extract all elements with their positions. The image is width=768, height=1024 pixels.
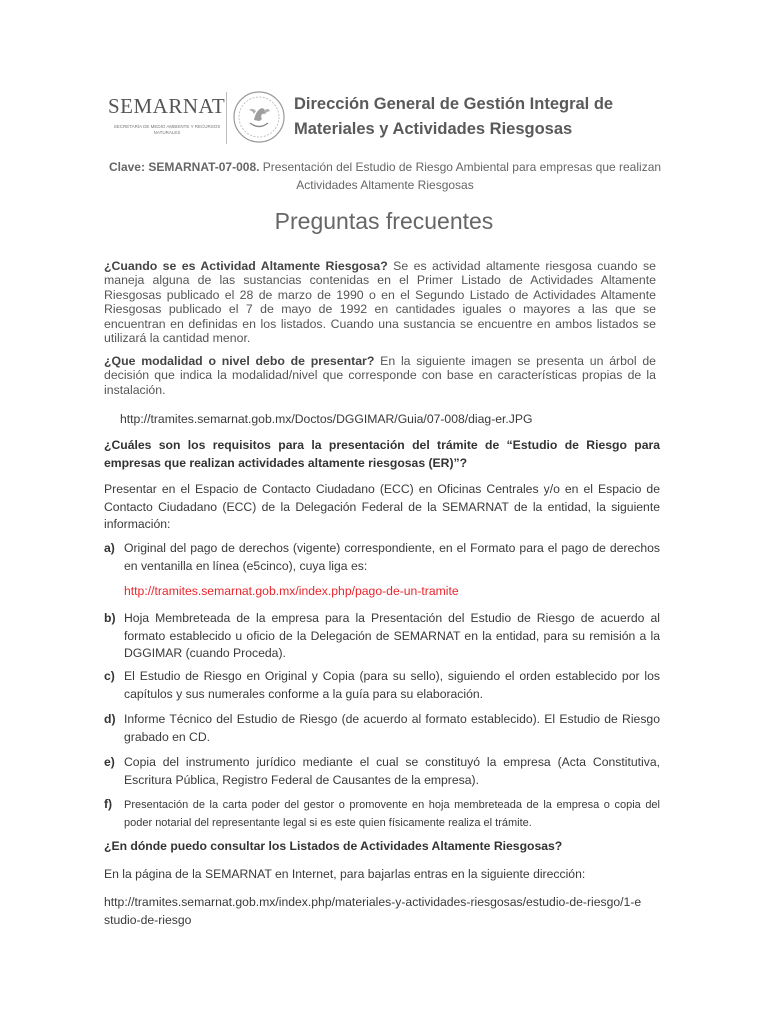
item-text: Hoja Membreteada de la empresa para la Presentación del Estudio de Riesgo de acuerdo al formato establecido u oficio de la Delegación de SEMARNAT en la entidad, para su remisión a la DGGIMAR (cuando Proceda).: [124, 611, 660, 660]
item-text: Original del pago de derechos (vigente) correspondiente, en el Formato para el pago de derechos en ventanilla en línea (e5cinco), cuya liga es:: [124, 541, 660, 573]
clave-label: Clave:: [108, 160, 145, 174]
item-text: Informe Técnico del Estudio de Riesgo (de acuerdo al formato establecido). El Estudio de Riesgo grabado en CD.: [124, 712, 660, 744]
faq-answer-1-text: Se es actividad altamente riesgosa cuando se maneja alguna de las sustancias contenidas en el Primer Listado de Actividades Altamente Riesgosas publicado el 28 de marzo de 1990 o en el Segundo Listado de Actividades Altamente Riesgosas publicado el 7 de mayo de 1992 en cantidades iguales o mayores a las que se encuentran en definidas en los listados. Cuando una sustancia se encuentre en ambos listados se utilizará la cantidad menor.: [104, 259, 656, 346]
clave-line: [90, 158, 680, 194]
faq-answer-4: En la página de la SEMARNAT en Internet, para bajarlas entras en la siguiente dirección:: [104, 867, 586, 881]
item-text: Presentación de la carta poder del gestor o promovente en hoja membreteada de la empresa o copia del poder notarial del representante legal si es este quien físicamente realiza el trámite.: [124, 799, 660, 829]
item-text: El Estudio de Riesgo en Original y Copia (para su sello), siguiendo el orden establecido por los capítulos y sus numerales conforme a la guía para su elaboración.: [124, 669, 660, 701]
semarnat-logo: SEMARNAT: [108, 94, 226, 118]
faq-question-4: ¿En dónde puedo consultar los Listados de Actividades Altamente Riesgosas?: [104, 839, 563, 853]
faq-title: Preguntas frecuentes: [274, 208, 494, 234]
logo-subtitle: SECRETARÍA DE MEDIO AMBIENTE Y RECURSOS NATURALES: [113, 124, 221, 135]
item-marker: d): [104, 712, 116, 726]
item-marker: a): [104, 541, 115, 555]
faq-question-2: ¿Que modalidad o nivel debo de presentar?: [104, 354, 375, 368]
header-title: Dirección General de Gestión Integral de Materiales y Actividades Riesgosas: [294, 95, 614, 138]
faq-answer-2-text: En la siguiente imagen se presenta un árbol de decisión que indica la modalidad/nivel que corresponde con base en características propias de la instalación.: [104, 354, 657, 397]
clave-text: Presentación del Estudio de Riesgo Ambiental para empresas que realizan Actividades Altamente Riesgosas: [262, 160, 662, 192]
item-marker: b): [104, 611, 116, 625]
logo-divider: [226, 92, 227, 144]
item-marker: c): [104, 669, 115, 683]
clave-code: SEMARNAT-07-008.: [148, 160, 260, 174]
listados-link[interactable]: http://tramites.semarnat.gob.mx/index.php/materiales-y-actividades-riesgosas/estudio-de-riesgo/1-estudio-de-riesgo: [104, 895, 642, 927]
mexico-seal-icon: [232, 90, 286, 144]
payment-link[interactable]: http://tramites.semarnat.gob.mx/index.php/pago-de-un-tramite: [124, 584, 459, 598]
faq-answer-2: [104, 354, 656, 397]
item-text: Copia del instrumento jurídico mediante el cual se constituyó la empresa (Acta Constitutiva, Escritura Pública, Registro Federal de Causantes de la empresa).: [124, 755, 660, 787]
decision-tree-link[interactable]: http://tramites.semarnat.gob.mx/Doctos/DGGIMAR/Guia/07-008/diag-er.JPG: [120, 412, 533, 426]
item-marker: f): [104, 797, 113, 811]
faq-question-3: ¿Cuáles son los requisitos para la presentación del trámite de “Estudio de Riesgo para empresas que realizan actividades altamente riesgosas (ER)”?: [104, 438, 660, 470]
faq-question-1: ¿Cuando se es Actividad Altamente Riesgosa?: [104, 259, 388, 273]
item-marker: e): [104, 755, 115, 769]
page-header: [104, 86, 664, 146]
requirements-intro: Presentar en el Espacio de Contacto Ciudadano (ECC) en Oficinas Centrales y/o en el Espacio de Contacto Ciudadano (ECC) de la Delegación Federal de la SEMARNAT de la entidad, la siguiente información:: [104, 482, 660, 531]
faq-answer-1: [104, 259, 656, 345]
